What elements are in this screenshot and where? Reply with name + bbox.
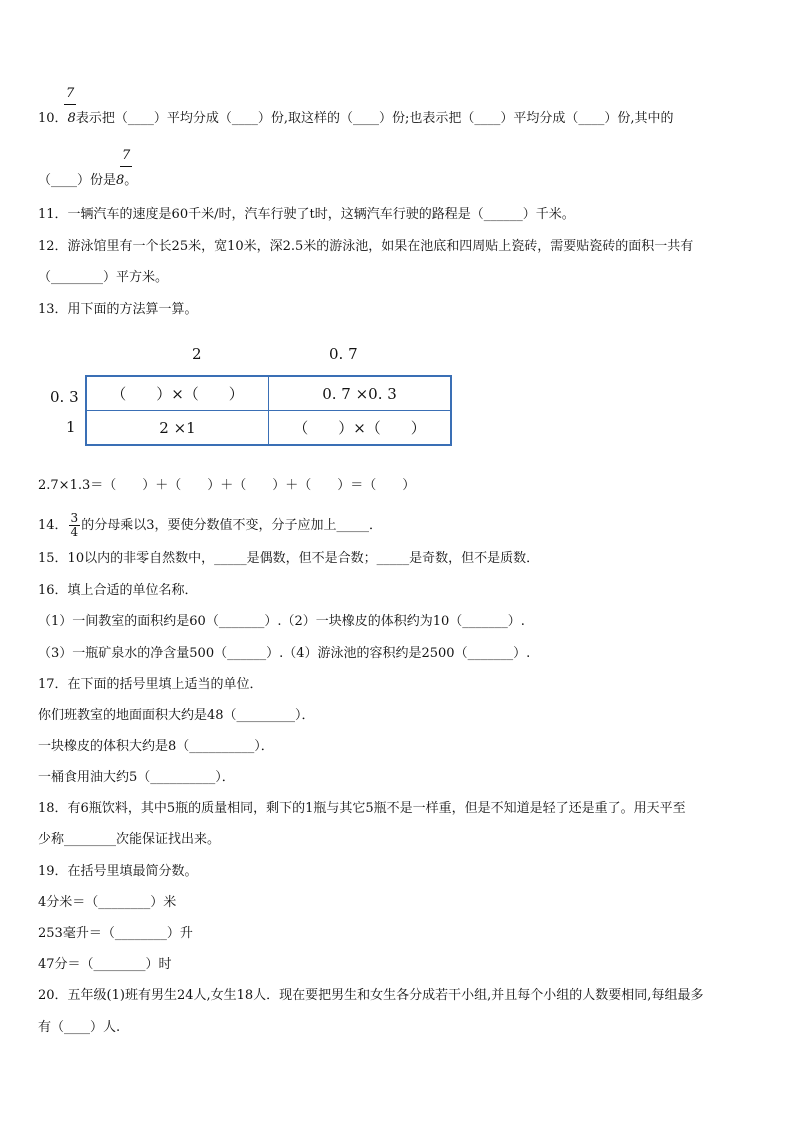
q12-line-2: （________）平方米。 — [38, 270, 169, 285]
q14-number: 14． — [38, 518, 68, 533]
q14-text: 的分母乘以3，要使分数值不变，分子应加上_____． — [81, 518, 382, 533]
q13-cell-r1c2: 0. 7 ×0. 3 — [269, 376, 452, 411]
q10-second-fraction-denominator: 8 — [116, 173, 125, 188]
q19-title: 19．在括号里填最简分数。 — [38, 864, 198, 879]
q11-text: 11．一辆汽车的速度是60千米/时，汽车行驶了t时，这辆汽车行驶的路程是（______）千米。 — [38, 207, 575, 222]
q16-line-1: （1）一间教室的面积约是60（_______）.（2）一块橡皮的体积约为10（_______）. — [38, 614, 525, 629]
q10-fraction-denominator: 8 — [67, 111, 76, 126]
q13-cell-r2c2: （ ）×（ ） — [269, 411, 452, 446]
q13-multiplication-grid — [85, 375, 452, 446]
q14-fraction-numerator: 3 — [70, 511, 79, 525]
q13-cell-r1c1: （ ）×（ ） — [86, 376, 269, 411]
q17-line-2: 一块橡皮的体积大约是8（__________）． — [38, 739, 274, 754]
q10-second-fraction-bar — [120, 166, 132, 167]
q10-second-fraction-numerator: 7 — [122, 148, 131, 163]
q10-fraction-numerator: 7 — [66, 86, 75, 101]
q12-line-1: 12．游泳馆里有一个长25米，宽10米，深2.5米的游泳池，如果在池底和四周贴上瓷砖，需要贴瓷砖的面积一共有 — [38, 239, 694, 254]
q10-line-2 — [38, 173, 137, 189]
q18-line-2: 少称________次能保证找出来。 — [38, 832, 221, 847]
q13-title: 13．用下面的方法算一算。 — [38, 302, 198, 317]
q10-fraction-bar — [64, 104, 76, 105]
q20-line-2: 有（____）人. — [38, 1020, 121, 1035]
q20-line-1: 20．五年级(1)班有男生24人,女生18人．现在要把男生和女生各分成若干小组,并且每个小组的人数要相同,每组最多 — [38, 988, 704, 1003]
q10-text: 表示把（____）平均分成（____）份,取这样的（____）份;也表示把（____）平均分成（____）份,其中的 — [75, 111, 674, 126]
q13-row-label-1: 0. 3 — [50, 388, 79, 406]
q19-line-1: 4分米＝（________）米 — [38, 895, 177, 910]
q19-line-2: 253毫升＝（________）升 — [38, 926, 193, 941]
q10-line2-end: 。 — [124, 173, 138, 188]
q16-title: 16．填上合适的单位名称． — [38, 583, 198, 598]
q19-line-3: 47分＝（________）时 — [38, 957, 172, 972]
q17-line-3: 一桶食用油大约5（__________）． — [38, 770, 235, 785]
q13-sum-line: 2.7×1.3＝（ ）＋（ ）＋（ ）＋（ ）＝（ ） — [38, 478, 416, 493]
q14-fraction — [69, 512, 81, 539]
q17-title: 17．在下面的括号里填上适当的单位． — [38, 677, 263, 692]
q18-line-1: 18．有6瓶饮料，其中5瓶的质量相同，剩下的1瓶与其它5瓶不是一样重，但是不知道是轻了还是重了。用天平至 — [38, 801, 686, 816]
q14-line — [38, 512, 382, 539]
q13-col-label-1: 2 — [192, 345, 202, 363]
q17-line-1: 你们班教室的地面面积大约是48（_________）． — [38, 708, 315, 723]
q15-text: 15．10以内的非零自然数中，_____是偶数，但不是合数；_____是奇数，但不是质数． — [38, 551, 540, 566]
q10-number: 10． — [38, 111, 68, 126]
q13-cell-r2c1: 2 ×1 — [86, 411, 269, 446]
q14-fraction-denominator: 4 — [70, 525, 79, 539]
q13-col-label-2: 0. 7 — [329, 345, 358, 363]
q10-line2-text: （____）份是 — [38, 173, 117, 188]
q16-line-2: （3）一瓶矿泉水的净含量500（______）.（4）游泳池的容积约是2500（_______）. — [38, 646, 531, 661]
q10-line-1 — [38, 111, 673, 127]
q13-row-label-2: 1 — [66, 418, 76, 436]
